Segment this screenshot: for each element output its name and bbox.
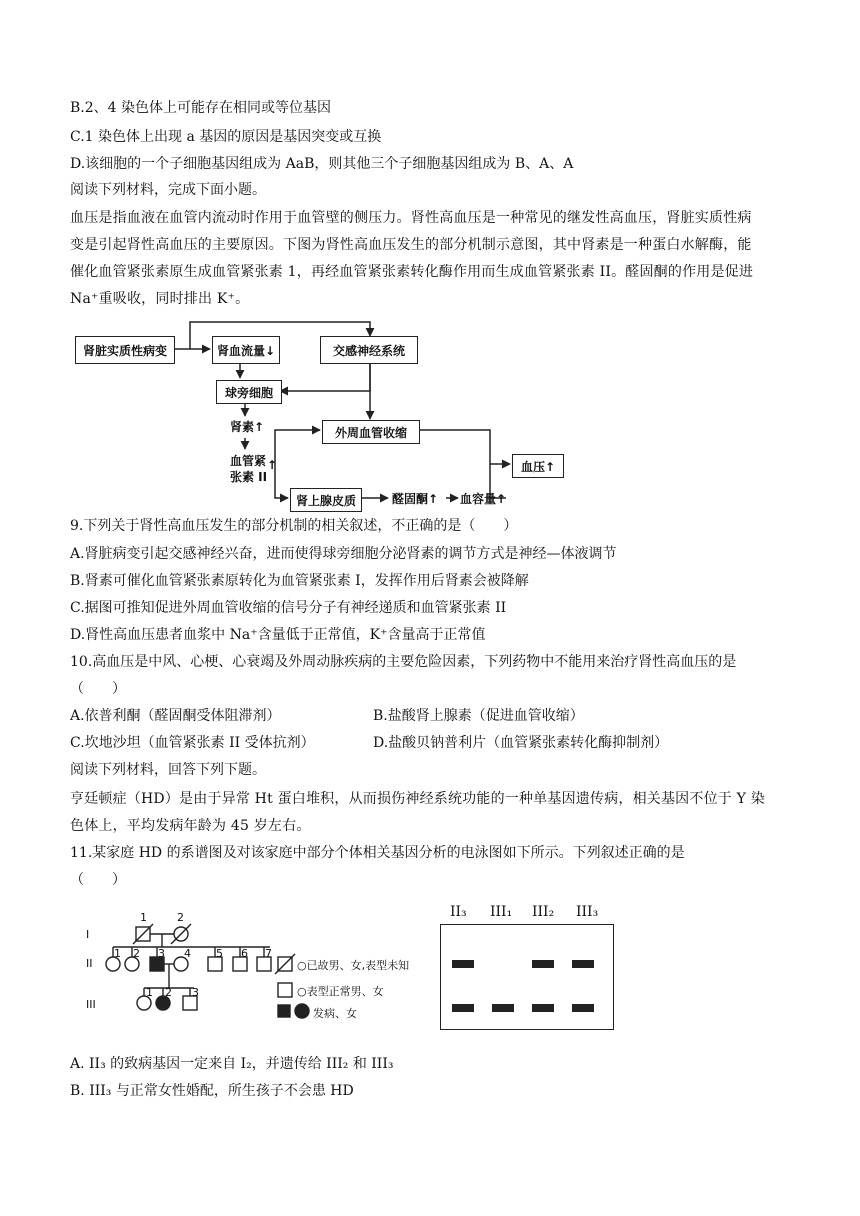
blood-pressure-box: 血压↑ [512, 454, 564, 478]
mechanism-flowchart [70, 316, 590, 512]
option-d-prev: D.该细胞的一个子细胞基因组成为 AaB，则其他三个子细胞基因组成为 B、A、A [70, 156, 574, 172]
electrophoresis-gel [438, 900, 618, 1030]
question-10: 10.高血压是中风、心梗、心衰竭及外周动脉疾病的主要危险因素，下列药物中不能用来治疗肾性高血压的是 [70, 654, 737, 670]
question-10-paren: （ ） [70, 681, 126, 697]
gel-band [572, 1004, 594, 1012]
gen2-label-4: 4 [184, 947, 191, 960]
gel-lane-label-iii2: III₂ [532, 904, 555, 920]
question-11-option-a: A. II₃ 的致病基因一定来自 I₂，并遗传给 III₂ 和 III₃ [70, 1056, 394, 1072]
question-9-option-d: D.肾性高血压患者血浆中 Na⁺含量低于正常值，K⁺含量高于正常值 [70, 627, 486, 643]
gen3-label-1: 1 [146, 986, 153, 999]
question-10-option-c: C.坎地沙坦（血管紧张素 II 受体抗剂） [70, 735, 315, 751]
gel-band [572, 960, 594, 968]
vasoconstriction-box: 外周血管收缩 [322, 420, 420, 444]
angiotensin-ii-label-a: 血管紧 [230, 454, 267, 468]
material-1-line-4: Na⁺重吸收，同时排出 K⁺。 [70, 291, 250, 307]
gel-lane-label-iii3: III₃ [576, 904, 599, 920]
material-1-line-3: 催化血管紧张素原生成血管紧张素 1，再经血管紧张素转化酶作用而生成血管紧张素 II。醛固酮的作用是促进 [70, 264, 754, 280]
gen3-label-2: 2 [165, 986, 172, 999]
blood-volume-label: 血容量↑ [460, 492, 507, 506]
gel-lane-label-ii3: II₃ [450, 904, 467, 920]
gen2-label-2: 2 [133, 947, 140, 960]
gel-band [452, 1004, 474, 1012]
question-11-option-b: B. III₃ 与正常女性婚配，所生孩子不会患 HD [70, 1083, 354, 1099]
option-b-prev: B.2、4 染色体上可能存在相同或等位基因 [70, 100, 332, 116]
gel-band [452, 960, 474, 968]
legend-deceased: ○已故男、女,表型未知 [297, 959, 410, 972]
question-9-option-b: B.肾素可催化血管紧张素原转化为血管紧张素 I，发挥作用后肾素会被降解 [70, 573, 529, 589]
material-1-line-1: 血压是指血液在血管内流动时作用于血管壁的侧压力。肾性高血压是一种常见的继发性高血压，肾脏实质性病 [70, 210, 752, 226]
adrenal-box: 肾上腺皮质 [290, 488, 362, 512]
gen1-label-2: 2 [177, 911, 184, 924]
question-10-option-b: B.盐酸肾上腺素（促进血管收缩） [373, 708, 584, 724]
question-9-option-c: C.据图可推知促进外周血管收缩的信号分子有神经递质和血管紧张素 II [70, 600, 507, 616]
question-9-option-a: A.肾脏病变引起交感神经兴奋，进而使得球旁细胞分泌肾素的调节方式是神经—体液调节 [70, 546, 617, 562]
question-10-option-a: A.依普利酮（醛固酮受体阻滞剂） [70, 708, 281, 724]
gen2-label-1: 1 [114, 947, 121, 960]
gen3-label-3: 3 [192, 986, 199, 999]
question-10-option-d: D.盐酸贝钠普利片（血管紧张素转化酶抑制剂） [373, 735, 669, 751]
option-c-prev: C.1 染色体上出现 a 基因的原因是基因突变或互换 [70, 129, 382, 145]
gen1-label-1: 1 [140, 911, 147, 924]
gel-frame [440, 924, 614, 1030]
aldosterone-label: 醛固酮↑ [392, 492, 439, 506]
gel-band [492, 1004, 514, 1012]
gel-lane-label-iii1: III₁ [490, 904, 513, 920]
read-instruction-2: 阅读下列材料，回答下列下题。 [70, 762, 266, 778]
gel-band [532, 960, 554, 968]
renin-label: 肾素↑ [230, 420, 265, 434]
pedigree-chart [80, 905, 420, 1040]
gel-band [532, 1004, 554, 1012]
jg-cell-box: 球旁细胞 [216, 380, 282, 404]
generation-iii: III [86, 998, 96, 1011]
material-2-line-1: 亨廷顿症（HD）是由于异常 Ht 蛋白堆积，从而损伤神经系统功能的一种单基因遗传病，相关基因不位于 Y 染 [70, 791, 765, 807]
question-11-paren: （ ） [70, 872, 126, 888]
gen2-label-5: 5 [216, 947, 223, 960]
legend-normal: ○表型正常男、女 [297, 985, 384, 998]
gen2-label-3: 3 [158, 947, 165, 960]
renal-flow-box: 肾血流量↓ [212, 336, 280, 364]
gen2-label-7: 7 [265, 947, 272, 960]
question-9: 9.下列关于肾性高血压发生的部分机制的相关叙述，不正确的是（ ） [70, 518, 518, 534]
gen2-label-6: 6 [241, 947, 248, 960]
read-instruction-1: 阅读下列材料，完成下面小题。 [70, 182, 266, 198]
legend-affected: 发病、女 [313, 1007, 357, 1020]
generation-ii: II [86, 957, 93, 970]
angiotensin-ii-label-b: 张素 II [230, 470, 268, 484]
sympathetic-box: 交感神经系统 [320, 336, 418, 364]
material-2-line-2: 色体上，平均发病年龄为 45 岁左右。 [70, 818, 311, 834]
material-1-line-2: 变是引起肾性高血压的主要原因。下图为肾性高血压发生的部分机制示意图，其中肾素是一种蛋白水解酶，能 [70, 237, 752, 253]
kidney-disease-box: 肾脏实质性病变 [75, 336, 175, 364]
question-11: 11.某家庭 HD 的系谱图及对该家庭中部分个体相关基因分析的电泳图如下所示。下列叙述正确的是 [70, 845, 685, 861]
generation-i: I [86, 928, 90, 941]
angiotensin-ii-arrow: ↑ [267, 458, 278, 472]
